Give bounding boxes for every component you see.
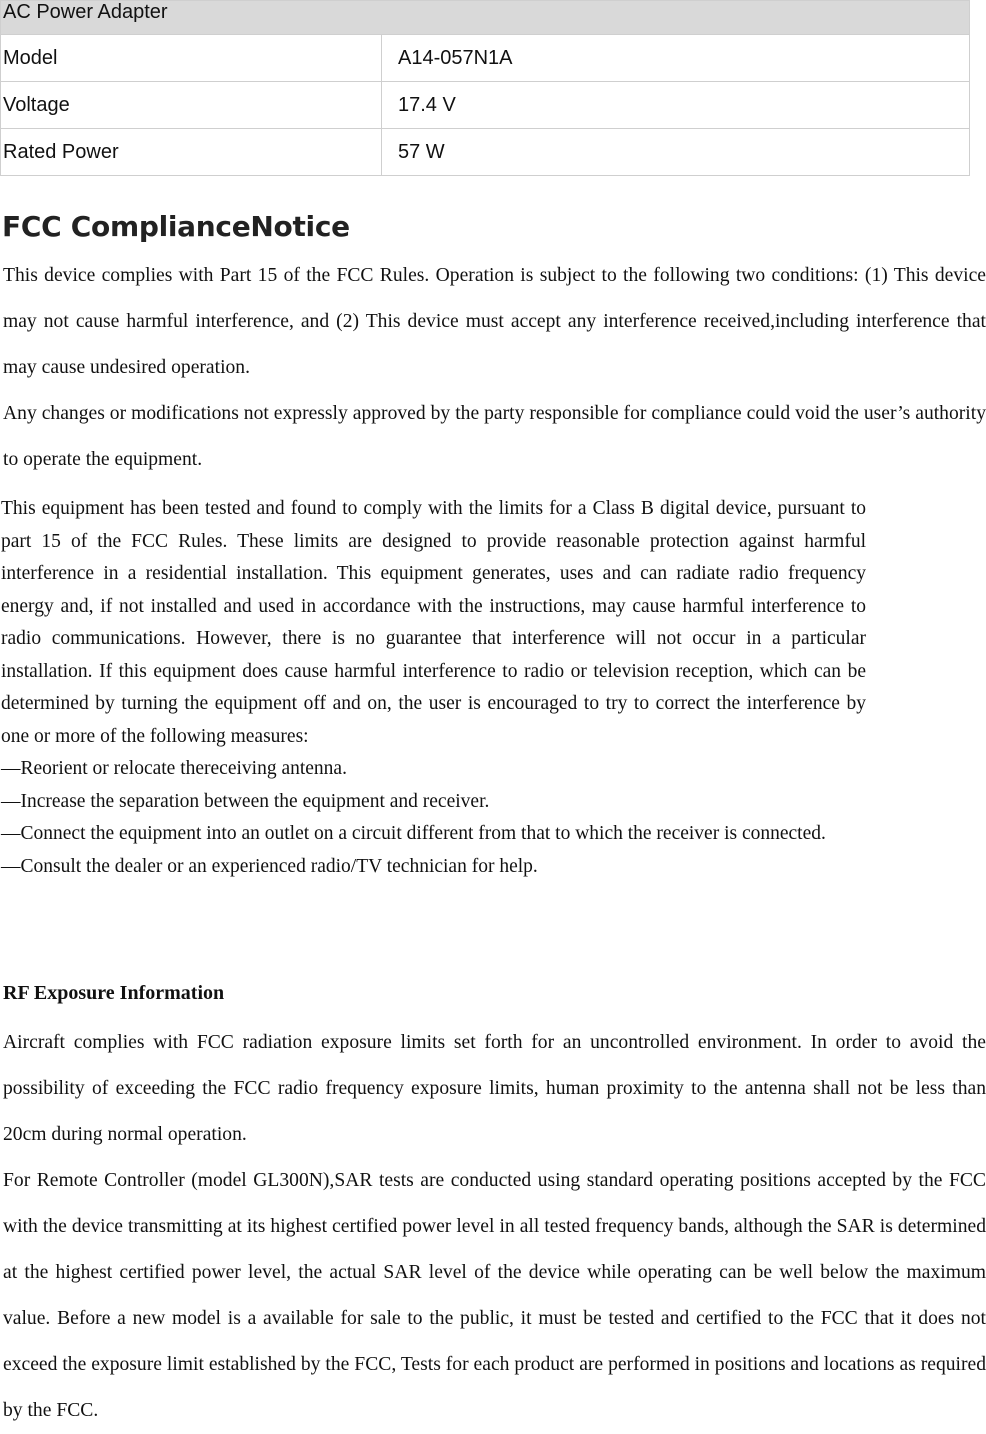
row-value: A14-057N1A (382, 35, 970, 82)
fcc-heading: FCC ComplianceNotice (2, 210, 350, 243)
fcc-paragraph-modifications: Any changes or modifications not expressly approved by the party responsible for compliance could void the user’s authority to operate the equipment. (3, 403, 986, 470)
row-value: 57 W (382, 129, 970, 176)
class-b-statement (1, 493, 866, 883)
ac-adapter-table (0, 0, 970, 176)
rf-paragraph-limits: Aircraft complies with FCC radiation exposure limits set forth for an uncontrolled environment. In order to avoid the possibility of exceeding the FCC radio frequency exposure limits, human proximity to the antenna shall not be less than 20cm during normal operation. (3, 1032, 986, 1145)
row-label: Voltage (1, 82, 382, 129)
measure-item: —Consult the dealer or an experienced radio/TV technician for help. (1, 855, 538, 877)
row-label: Rated Power (1, 129, 382, 176)
fcc-paragraph-conditions: This device complies with Part 15 of the FCC Rules. Operation is subject to the following two conditions: (1) This device may not cause harmful interference, and (2) This device must accept any interference received,including interference that may cause undesired operation. (3, 265, 986, 378)
table-row (1, 129, 970, 176)
class-b-paragraph: This equipment has been tested and found to comply with the limits for a Class B digital device, pursuant to part 15 of the FCC Rules. These limits are designed to provide reasonable protection against harmful interference in a residential installation. This equipment generates, uses and can radiate radio frequency energy and, if not installed and used in accordance with the instructions, may cause harmful interference to radio communications. However, there is no guarantee that interference will not occur in a particular installation. If this equipment does cause harmful interference to radio or television reception, which can be determined by turning the equipment off and on, the user is encouraged to try to correct the interference by one or more of the following measures: (1, 498, 866, 747)
row-value: 17.4 V (382, 82, 970, 129)
row-label: Model (1, 35, 382, 82)
table-header-row (1, 1, 970, 35)
measure-item: —Reorient or relocate thereceiving antenna. (1, 758, 347, 779)
rf-paragraph-sar: For Remote Controller (model GL300N),SAR tests are conducted using standard operating positions accepted by the FCC with the device transmitting at its highest certified power level in all tested frequency bands, although the SAR is determined at the highest certified power level, the actual SAR level of the device while operating can be well below the maximum value. Before a new model is a available for sale to the public, it must be tested and certified to the FCC that it does not exceed the exposure limit established by the FCC, Tests for each product are performed in positions and locations as required by the FCC. (3, 1170, 986, 1421)
table-row (1, 35, 970, 82)
measure-item: —Connect the equipment into an outlet on a circuit different from that to which the receiver is connected. (1, 823, 826, 844)
rf-exposure-title: RF Exposure Information (3, 982, 225, 1004)
table-row (1, 82, 970, 129)
measure-item: —Increase the separation between the equipment and receiver. (1, 790, 490, 812)
table-header: AC Power Adapter (1, 1, 970, 35)
